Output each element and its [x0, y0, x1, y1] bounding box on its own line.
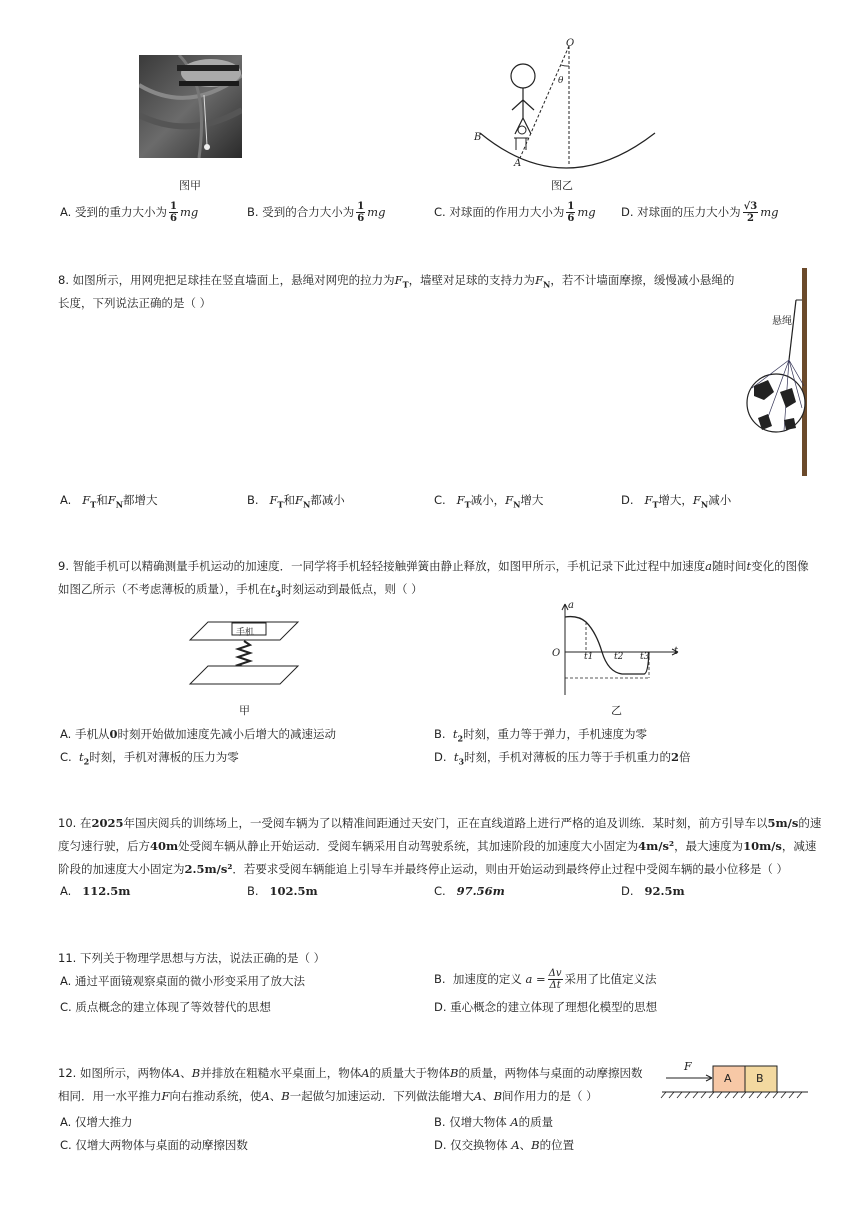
graph-a-axis-label: a	[568, 600, 574, 611]
q9-option-d[interactable]: D. $t_3$时刻，手机对薄板的压力等于手机重力的2倍	[434, 750, 691, 767]
q12-figure	[660, 1058, 810, 1102]
q10-option-a[interactable]: A. 112.5m	[60, 884, 131, 898]
point-o-label: O	[566, 38, 575, 49]
fig-yi-caption: 图乙	[551, 179, 573, 192]
q10-stem-line3: 阶段的加速度大小固定为2.5m/s²．若要求受阅车辆能追上引导车并最终停止运动，则由开始运动到最终停止过程中受阅车辆的最小位移是（ ）	[58, 862, 789, 876]
q7-option-a[interactable]: A. 受到的重力大小为 $\frac{1}{6}$ mg	[60, 201, 199, 224]
q9-fig-yi-graph	[548, 600, 684, 700]
q9-stem-line2: 如图乙所示（不考虑薄板的质量），手机在$t_3$时刻运动到最低点，则（ ）	[58, 582, 423, 599]
q12-option-c[interactable]: C. 仅增大两物体与桌面的动摩擦因数	[60, 1138, 248, 1152]
q12-option-b[interactable]: B. 仅增大物体 A的质量	[434, 1115, 554, 1129]
q12-stem-line1: 12. 如图所示，两物体A、B并排放在粗糙水平桌面上，物体A的质量大于物体B的质量，两物体与桌面的动摩擦因数	[58, 1066, 643, 1080]
q9-fig-jia	[186, 618, 302, 690]
q7-option-b[interactable]: B. 受到的合力大小为 $\frac{1}{6}$ mg	[247, 201, 386, 224]
q8-stem-line1: 8. 如图所示，用网兜把足球挂在竖直墙面上，悬绳对网兜的拉力为$F_T$，墙壁对足球的支持力为$F_N$，若不计墙面摩擦，缓慢减小悬绳的	[58, 273, 735, 290]
q9-option-c[interactable]: C. $t_2$时刻，手机对薄板的压力为零	[60, 750, 239, 767]
q12-stem-line2: 相同．用一水平推力F向右推动系统，使A、B一起做匀加速运动．下列做法能增大A、B间作用力的是（ ）	[58, 1089, 598, 1103]
q11-stem: 11. 下列关于物理学思想与方法，说法正确的是（ ）	[58, 951, 326, 965]
graph-origin-label: O	[552, 648, 561, 659]
q8-option-a[interactable]: A. $F_T$和$F_N$都增大	[60, 493, 158, 510]
graph-t1-label: t1	[584, 652, 594, 662]
theta-label: θ	[558, 76, 564, 86]
graph-t3-label: t3	[640, 652, 650, 662]
rope-label: 悬绳	[772, 316, 792, 327]
q8-stem-line2: 长度，下列说法正确的是（ ）	[58, 296, 212, 310]
astronaut-photo-image	[139, 55, 242, 158]
q9-stem-line1: 9. 智能手机可以精确测量手机运动的加速度．一同学将手机轻轻接触弹簧由静止释放，如图甲所示，手机记录下此过程中加速度a随时间t变化的图像	[58, 559, 809, 573]
graph-t2-label: t2	[614, 652, 624, 662]
block-a-label: A	[724, 1072, 732, 1085]
q12-option-a[interactable]: A. 仅增大推力	[60, 1115, 133, 1129]
q10-stem-line1: 10. 在2025年国庆阅兵的训练场上，一受阅车辆为了以精准间距通过天安门，正在直线道路上进行严格的追及训练．某时刻，前方引导车以5m/s的速	[58, 816, 822, 830]
q11-option-a[interactable]: A. 通过平面镜观察桌面的微小形变采用了放大法	[60, 974, 305, 988]
fig-yi-diagram	[470, 38, 660, 173]
q8-option-c[interactable]: C. $F_T$减小，$F_N$增大	[434, 493, 544, 510]
q9-fig-yi-caption: 乙	[611, 704, 622, 717]
q11-option-b[interactable]: B. 加速度的定义 a = $\frac{\Delta v}{\Delta t}$ 采用了比值定义法	[434, 968, 657, 991]
graph-t-axis-label: t	[674, 646, 679, 657]
q9-fig-jia-caption: 甲	[239, 704, 250, 717]
fig-jia-photo	[139, 55, 242, 158]
q11-option-c[interactable]: C. 质点概念的建立体现了等效替代的思想	[60, 1000, 271, 1014]
q9-option-a[interactable]: A. 手机从0时刻开始做加速度先减小后增大的减速运动	[60, 727, 336, 741]
q7-option-d[interactable]: D. 对球面的压力大小为 $\frac{√3}{2}$ mg	[621, 201, 779, 224]
q8-option-d[interactable]: D. $F_T$增大，$F_N$减小	[621, 493, 732, 510]
q10-stem-line2: 度匀速行驶，后方40m处受阅车辆从静止开始运动．受阅车辆采用自动驾驶系统，其加速阶段的加速度大小固定为4m/s²，最大速度为10m/s，减速	[58, 839, 817, 853]
force-f-label: F	[684, 1060, 692, 1073]
q11-option-d[interactable]: D. 重心概念的建立体现了理想化模型的思想	[434, 1000, 658, 1014]
fig-jia-caption: 图甲	[179, 179, 201, 192]
q10-option-c[interactable]: C. 97.56m	[434, 884, 505, 898]
q10-option-b[interactable]: B. 102.5m	[247, 884, 318, 898]
q8-figure	[744, 268, 814, 478]
phone-label: 手机	[236, 628, 255, 638]
q8-option-b[interactable]: B. $F_T$和$F_N$都减小	[247, 493, 345, 510]
point-b-label: B	[474, 132, 482, 143]
point-a-label: A	[514, 158, 522, 169]
q9-option-b[interactable]: B. $t_2$时刻，重力等于弹力，手机速度为零	[434, 727, 648, 744]
q7-option-c[interactable]: C. 对球面的作用力大小为 $\frac{1}{6}$ mg	[434, 201, 596, 224]
q12-option-d[interactable]: D. 仅交换物体 A、B的位置	[434, 1138, 575, 1152]
block-b-label: B	[756, 1072, 764, 1085]
q10-option-d[interactable]: D. 92.5m	[621, 884, 685, 898]
